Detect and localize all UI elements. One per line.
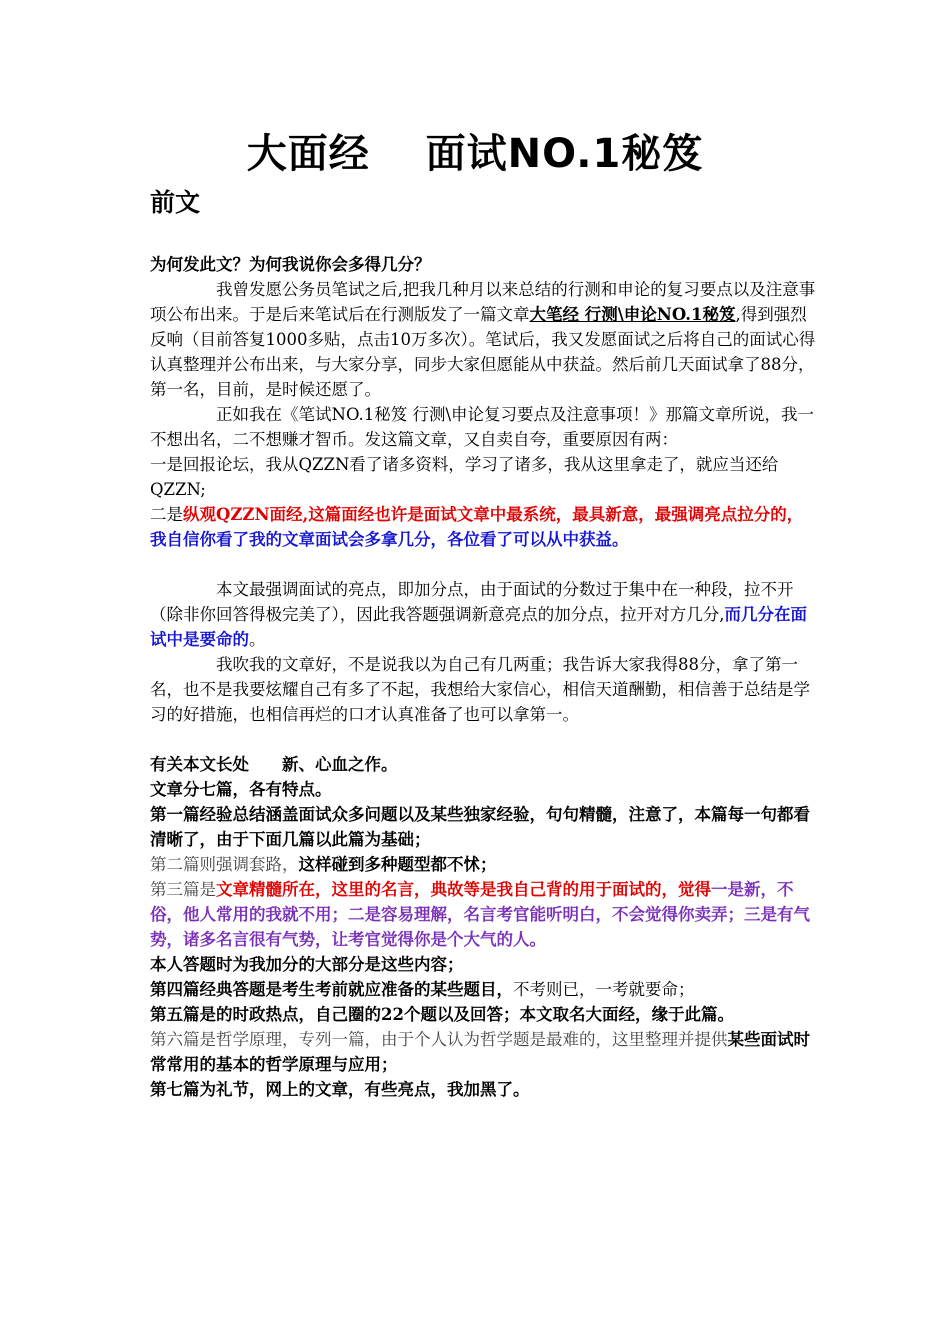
question-heading: 为何发此文？为何我说你会多得几分？ <box>150 255 431 274</box>
paragraph-5-text: 本文最强调面试的亮点，即加分点，由于面试的分数过于集中在一种段，拉不开（除非你回答得极完美了），因此我答题强调新意亮点的加分点，拉开对方几分, <box>150 580 794 624</box>
spacer-2 <box>150 727 818 752</box>
paragraph-1-text-b: ,得到强烈反响（目前答复1000多贴，点击10万多次）。笔试后，我又发愿面试之后将自己的面试心得认真整理并公布出来，与大家分享，同步大家但愿能从中获益。然后前几天面试拿了88分，第一名，目前，是时候还愿了。 <box>150 305 816 399</box>
chapter-4 <box>150 977 818 1002</box>
paragraph-4-prefix: 二是 <box>150 505 183 524</box>
chapter-1: 第一篇经验总结涵盖面试众多问题以及某些独家经验，句句精髓，注意了，本篇每一句都看清晰了，由于下面几篇以此篇为基础； <box>150 805 810 849</box>
paragraph-6: 我吹我的文章好，不是说我以为自己有几两重；我告诉大家我得88分，拿了第一名，也不是我要炫耀自己有多了不起，我想给大家信心，相信天道酬勤，相信善于总结是学习的好措施，也相信再烂的口才认真准备了也可以拿第一。 <box>150 655 810 724</box>
spacer <box>150 552 818 577</box>
chapter-3-purple: 一是新，不俗，他人常用的我就不用；二是容易理解，名言考官能听明白，不会觉得你卖弄；三是有气势，诸多名言很有气势，让考官觉得你是个大气的人。 <box>150 880 810 949</box>
paragraph-2: 正如我在《笔试NO.1秘笈 行测\申论复习要点及注意事项！》那篇文章所说，我一不想出名，二不想赚才智币。发这篇文章，又自卖自夸，重要原因有两： <box>150 405 815 449</box>
paragraph-1-text-a: 我曾发愿公务员笔试之后,把我几种月以来总结的行测和申论的复习要点以及注意事项公布出来。于是后来笔试后在行测版发了一篇文章 <box>150 280 816 324</box>
chapter-2 <box>150 852 818 877</box>
chapter-6-text-b: 某些面试时常常用的基本的哲学原理与应用； <box>150 1030 810 1074</box>
chapter-2-text-b: 这样碰到多种题型都不怵； <box>298 855 497 874</box>
highlight-blue-2: 而几分在面试中是要命的 <box>150 605 807 649</box>
chapter-4-text-b: 不考则已，一考就要命； <box>513 980 695 999</box>
chapter-3-prefix: 第三篇是 <box>150 880 216 899</box>
paragraph-5 <box>150 577 818 652</box>
chapter-2-text-a: 第二篇则强调套路， <box>150 855 299 874</box>
chapter-3 <box>150 877 818 952</box>
paragraph-4 <box>150 502 818 552</box>
document-title: 大面经 面试NO.1秘笈 <box>246 131 704 177</box>
section-heading: 前文 <box>150 188 201 217</box>
chapter-6-text-a: 第六篇是哲学原理，专列一篇，由于个人认为哲学题是最难的，这里整理并提供 <box>150 1030 728 1049</box>
chapter-4-text-a: 第四篇经典答题是考生考前就应准备的某些题目， <box>150 980 513 999</box>
chapter-3-red: 文章精髓所在，这里的名言，典故等是我自己背的用于面试的，觉得 <box>216 880 711 899</box>
chapter-count: 文章分七篇，各有特点。 <box>150 780 332 799</box>
highlight-blue: 我自信你看了我的文章面试会多拿几分，各位看了可以从中获益。 <box>150 530 629 549</box>
chapter-3-tail: 本人答题时为我加分的大部分是这些内容； <box>150 955 464 974</box>
paragraph-1 <box>150 277 818 402</box>
article-link[interactable]: 大笔经 行测\申论NO.1秘笈 <box>529 305 736 324</box>
highlight-red: 纵观QZZN面经,这篇面经也许是面试文章中最系统，最具新意，最强调亮点拉分的， <box>183 505 804 524</box>
chapter-6 <box>150 1027 818 1077</box>
chapter-5: 第五篇是的时政热点，自己圈的22个题以及回答；本文取名大面经，缘于此篇。 <box>150 1005 734 1024</box>
chapter-7: 第七篇为礼节，网上的文章，有些亮点，我加黑了。 <box>150 1080 530 1099</box>
paragraph-5-end: 。 <box>249 630 266 649</box>
strengths-heading: 有关本文长处 新、心血之作。 <box>150 755 398 774</box>
paragraph-3: 一是回报论坛，我从QZZN看了诸多资料，学习了诸多，我从这里拿走了，就应当还给QZZN; <box>150 455 779 499</box>
document-body <box>150 252 818 1102</box>
